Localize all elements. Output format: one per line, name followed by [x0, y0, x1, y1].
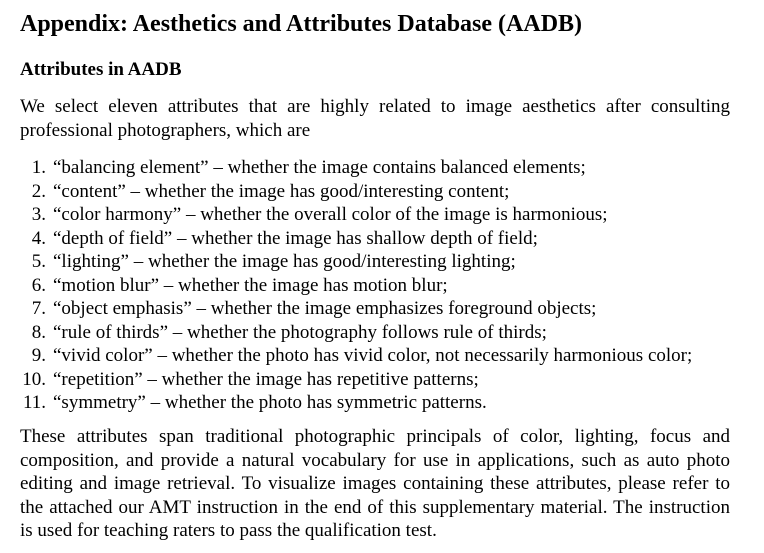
list-item	[20, 391, 732, 415]
list-item	[20, 227, 732, 251]
list-item-number: 1.	[31, 157, 46, 178]
list-item	[20, 321, 732, 345]
list-item-text: “balancing element” – whether the image contains balanced elements;	[53, 157, 586, 178]
list-item	[20, 368, 732, 392]
list-item	[20, 297, 732, 321]
list-item	[20, 180, 732, 204]
subsection-title: Attributes in AADB	[20, 59, 182, 80]
list-item-text: “content” – whether the image has good/interesting content;	[53, 180, 510, 202]
list-item-number: 7.	[31, 298, 46, 319]
list-item-number: 11.	[22, 392, 46, 413]
list-item	[20, 156, 732, 180]
list-item-number: 3.	[31, 204, 46, 225]
list-item-number: 5.	[31, 251, 46, 272]
list-item-number: 4.	[31, 227, 46, 249]
list-item-text: “motion blur” – whether the image has motion blur;	[53, 274, 448, 296]
list-item	[20, 250, 732, 274]
list-item-text: “depth of field” – whether the image has shallow depth of field;	[53, 227, 538, 249]
outro-paragraph: These attributes span traditional photographic principals of color, lighting, focus and composition, and provide a natural vocabulary for use in applications, such as auto photo editing and image retrieval. To visualize images containing these attributes, please refer to the attached our AMT instruction in the end of this supplementary material. The instruction is used for teaching raters to pass the qualification test.	[20, 426, 730, 541]
list-item-number: 2.	[31, 180, 46, 202]
list-item-text: “symmetry” – whether the photo has symmetric patterns.	[53, 392, 487, 413]
list-item-text: “repetition” – whether the image has repetitive patterns;	[53, 368, 479, 390]
attribute-list	[20, 156, 732, 415]
list-item-number: 9.	[31, 345, 46, 366]
list-item-text: “object emphasis” – whether the image emphasizes foreground objects;	[53, 298, 597, 319]
list-item-number: 10.	[22, 368, 46, 390]
section-title: Appendix: Aesthetics and Attributes Database (AADB)	[20, 11, 583, 37]
list-item-text: “vivid color” – whether the photo has vivid color, not necessarily harmonious color;	[53, 345, 693, 366]
list-item-text: “color harmony” – whether the overall color of the image is harmonious;	[53, 204, 608, 225]
list-item	[20, 344, 732, 368]
list-item-text: “lighting” – whether the image has good/interesting lighting;	[53, 251, 516, 272]
list-item	[20, 274, 732, 298]
list-item-text: “rule of thirds” – whether the photography follows rule of thirds;	[53, 321, 547, 343]
list-item-number: 8.	[31, 321, 46, 343]
intro-paragraph: We select eleven attributes that are highly related to image aesthetics after consulting professional photographers, which are	[20, 96, 730, 141]
list-item-number: 6.	[31, 274, 46, 296]
list-item	[20, 203, 732, 227]
